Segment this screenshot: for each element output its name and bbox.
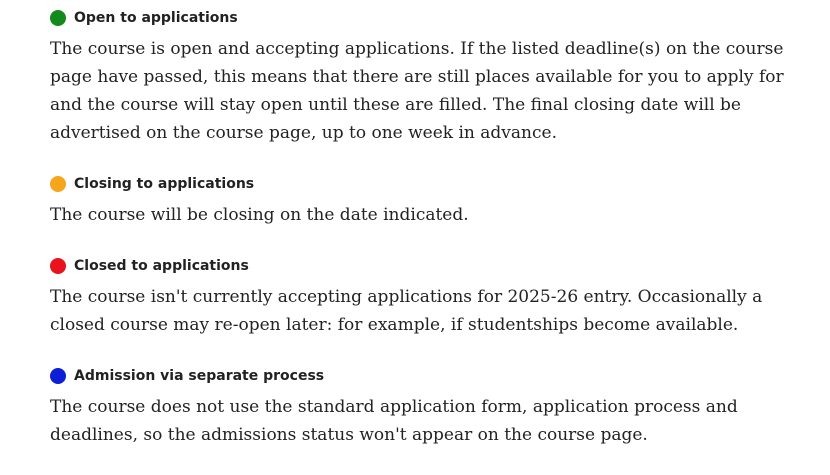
status-open bbox=[50, 7, 810, 147]
status-description: The course does not use the standard application form, application process and deadlines, so the admissions status won't appear on the course page. bbox=[50, 397, 738, 445]
status-header bbox=[50, 173, 810, 195]
green-dot-icon bbox=[50, 10, 66, 26]
status-header bbox=[50, 255, 810, 277]
status-closing bbox=[50, 173, 810, 229]
status-header bbox=[50, 7, 810, 29]
status-closed bbox=[50, 255, 810, 339]
status-separate-process bbox=[50, 365, 810, 449]
status-label: Closing to applications bbox=[74, 176, 255, 192]
red-dot-icon bbox=[50, 258, 66, 274]
status-label: Admission via separate process bbox=[74, 368, 325, 384]
status-label: Open to applications bbox=[74, 10, 238, 26]
status-description: The course isn't currently accepting applications for 2025-26 entry. Occasionally a closed course may re-open later: for example, if studentships become available. bbox=[50, 287, 763, 335]
status-description: The course is open and accepting applications. If the listed deadline(s) on the course page have passed, this means that there are still places available for you to apply for and the course will stay open until these are filled. The final closing date will be advertised on the course page, up to one week in advance. bbox=[50, 39, 784, 143]
orange-dot-icon bbox=[50, 176, 66, 192]
blue-dot-icon bbox=[50, 368, 66, 384]
status-description: The course will be closing on the date indicated. bbox=[50, 205, 469, 225]
status-label: Closed to applications bbox=[74, 258, 249, 274]
status-header bbox=[50, 365, 810, 387]
